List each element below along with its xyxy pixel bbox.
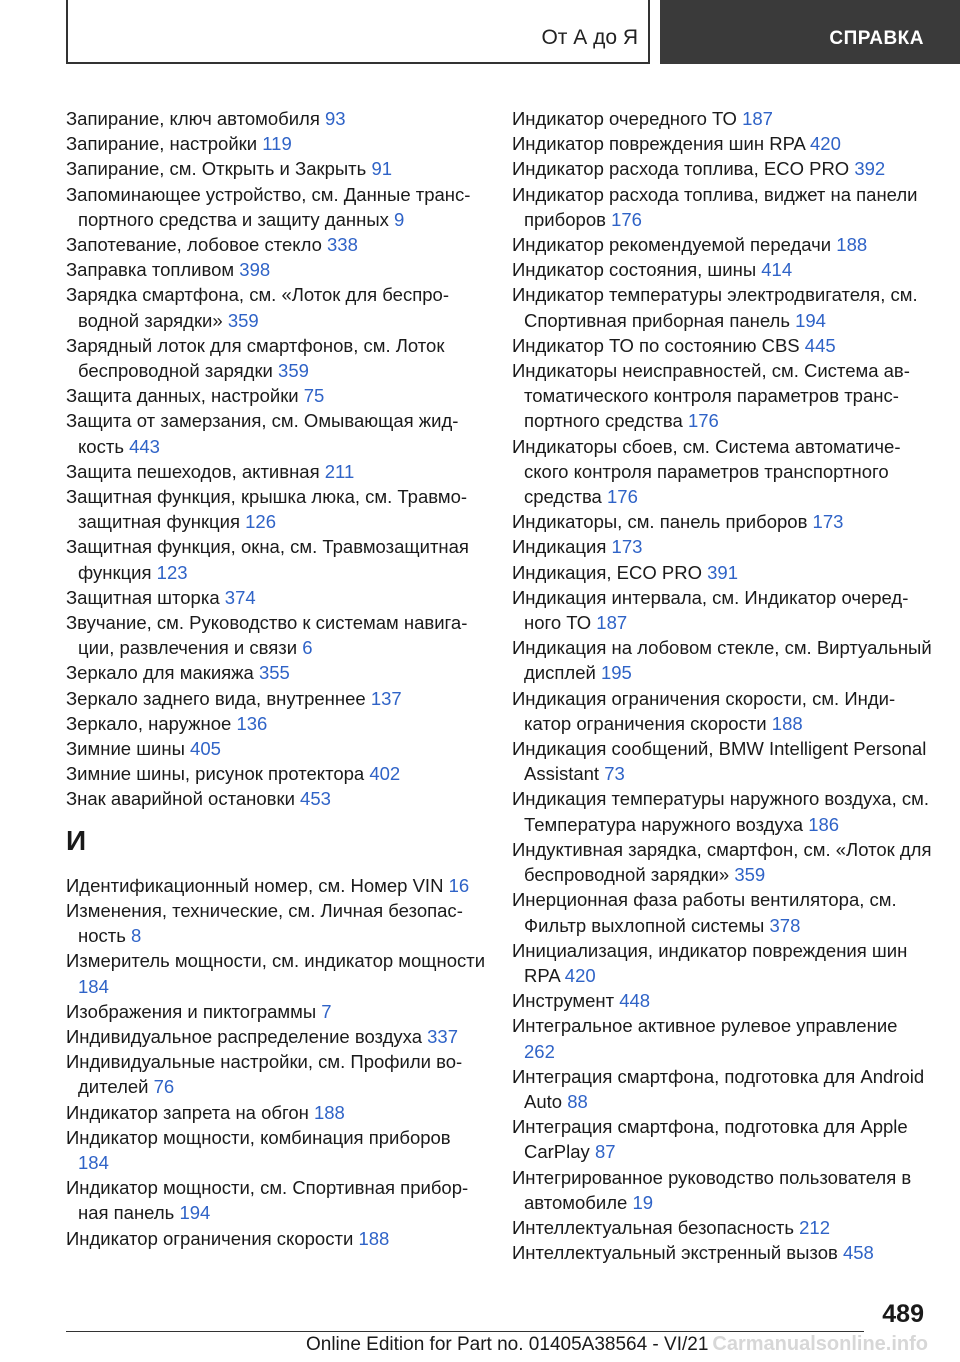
index-entry-text: Заправка топливом (66, 259, 235, 281)
index-entry (512, 786, 932, 836)
page-link[interactable]: 420 (564, 964, 596, 986)
page-link[interactable]: 211 (324, 460, 355, 482)
index-entry-text: Индикация (512, 536, 607, 558)
tab-a-to-z[interactable] (66, 0, 650, 64)
page-link[interactable]: 88 (567, 1090, 588, 1112)
page-link[interactable]: 186 (808, 813, 840, 835)
index-entry (512, 585, 932, 635)
index-entry (66, 660, 486, 685)
index-entry-text: Индикатор очередного ТО (512, 108, 737, 129)
index-entry (512, 131, 932, 156)
watermark-logo: Carmanualsonline.info (712, 1333, 928, 1355)
index-entry (512, 988, 932, 1013)
index-entry-text: Измеритель мощности, см. индикатор мощности (66, 950, 486, 972)
index-entry-text: Зеркало, наружное (66, 712, 232, 734)
index-entry (512, 736, 932, 786)
page-link[interactable]: 420 (810, 133, 841, 155)
index-entry (512, 560, 932, 585)
index-entry (512, 1165, 932, 1215)
index-entry-text: Индикация температуры наружного воздуха, см. Температура наружного воздуха (512, 788, 929, 835)
index-entry-text: Зарядка смартфона, см. «Лоток для беспроводной зарядки» (66, 284, 449, 331)
index-entry (66, 182, 486, 232)
index-entry-text: Инструмент (512, 990, 615, 1012)
index-entry (66, 333, 486, 383)
index-entry (512, 1114, 932, 1164)
page-link[interactable]: 19 (632, 1191, 654, 1213)
index-entry-text: Индикатор расхода топлива, виджет на панели приборов (512, 183, 918, 230)
page-link[interactable]: 184 (78, 975, 109, 997)
page-link[interactable]: 176 (607, 486, 638, 508)
index-entry-text: Защитная шторка (66, 586, 220, 608)
page-link[interactable]: 359 (734, 864, 766, 886)
page-link[interactable]: 187 (742, 108, 773, 129)
index-entry-text: Изменения, технические, см. Личная безопасность (66, 899, 463, 947)
index-entry-text: Индикаторы сбоев, см. Система автоматического контроля параметров транспортного средства (512, 435, 901, 508)
index-entry (66, 1226, 486, 1251)
page-link[interactable]: 6 (302, 637, 313, 659)
index-entry (512, 232, 932, 257)
index-entry (66, 585, 486, 610)
footer-divider (66, 1331, 864, 1332)
page-link[interactable]: 355 (258, 662, 290, 684)
index-entry-text: Зарядный лоток для смартфонов, см. Лоток беспроводной зарядки (66, 334, 445, 382)
page-link[interactable]: 136 (236, 712, 268, 734)
index-entry (66, 898, 486, 948)
index-entry (66, 999, 486, 1024)
index-entry (66, 873, 486, 898)
index-entry-text: Защита данных, настройки (66, 385, 299, 407)
page-link[interactable]: 337 (427, 1025, 459, 1047)
index-entry-text: Интеллектуальный экстренный вызов (512, 1242, 838, 1264)
index-entry (512, 1064, 932, 1114)
tab-a-to-z-label: От А до Я (541, 26, 638, 49)
page-link[interactable]: 405 (190, 738, 221, 760)
index-entry-text: Индикатор температуры электродвигателя, см. Спортивная приборная панель (512, 284, 918, 331)
index-entry-text: Индикатор ТО по состоянию CBS (512, 334, 800, 356)
page-link[interactable]: 126 (245, 511, 276, 533)
page-number: 489 (882, 1300, 924, 1328)
page-link[interactable]: 338 (327, 234, 358, 256)
index-entry (512, 635, 932, 685)
index-entry-text: Зеркало заднего вида, внутреннее (66, 687, 366, 709)
page-link[interactable]: 93 (325, 108, 346, 129)
index-entry (512, 257, 932, 282)
page-header (0, 0, 960, 66)
page-link[interactable]: 443 (129, 435, 160, 457)
page-link[interactable]: 194 (179, 1202, 211, 1224)
index-list-right (512, 106, 932, 1265)
index-entry-text: Интегрированное руководство пользователя в автомобиле (512, 1166, 912, 1213)
index-entry (66, 459, 486, 484)
index-entry (66, 610, 486, 660)
index-entry-text: Защита от замерзания, см. Омывающая жидкость (66, 410, 459, 457)
page-link[interactable]: 188 (836, 234, 868, 256)
index-entry (66, 1125, 486, 1175)
page-link[interactable]: 7 (321, 1000, 332, 1022)
page-link[interactable]: 176 (687, 410, 719, 432)
page-link[interactable]: 87 (594, 1141, 616, 1163)
index-entry-text: Запотевание, лобовое стекло (66, 234, 322, 256)
index-entry (512, 106, 932, 131)
index-entry-text: Индикация на лобовом стекле, см. Виртуальный дисплей (512, 637, 932, 684)
index-entry-text: Индикатор ограничения скорости (66, 1227, 354, 1249)
index-entry-text: Интеграция смартфона, подготовка для Apple CarPlay (512, 1116, 908, 1163)
index-entry-text: Инициализация, индикатор повреждения шин RPA (512, 939, 908, 986)
index-entry-text: Индикатор расхода топлива, ECO PRO (512, 158, 850, 180)
page-link[interactable]: 75 (303, 385, 325, 407)
index-entry (66, 131, 486, 156)
index-entry (512, 887, 932, 937)
index-entry-text: Запирание, настройки (66, 133, 258, 155)
page-link[interactable]: 9 (394, 208, 405, 230)
index-entry-text: Индивидуальные настройки, см. Профили водителей (66, 1051, 463, 1098)
page-link[interactable]: 16 (448, 874, 470, 896)
index-entry (66, 736, 486, 761)
page-link[interactable]: 374 (224, 586, 256, 608)
page-link[interactable]: 187 (596, 612, 628, 634)
index-entry-text: Индивидуальное распределение воздуха (66, 1025, 422, 1047)
index-entry (66, 948, 486, 998)
page-link[interactable]: 173 (812, 511, 844, 533)
page-link[interactable]: 188 (358, 1227, 390, 1249)
index-entry-text: Идентификационный номер, см. Номер VIN (66, 874, 444, 896)
index-entry (66, 711, 486, 736)
page-link[interactable]: 402 (369, 763, 401, 785)
index-entry-text: Индикаторы неисправностей, см. Система автоматического контроля параметров транспортного средства (512, 360, 910, 432)
index-list-before (66, 106, 486, 812)
index-column-left (66, 106, 486, 1251)
index-entry (66, 282, 486, 332)
page-link[interactable]: 414 (761, 259, 793, 281)
index-entry-text: Защитная функция, крышка люка, см. Травмозащитная функция (66, 486, 468, 533)
page-link[interactable]: 458 (842, 1242, 874, 1264)
index-entry-text: Зимние шины (66, 738, 185, 760)
page-link[interactable]: 359 (278, 360, 309, 382)
page-link[interactable]: 176 (611, 208, 642, 230)
index-entry (512, 938, 932, 988)
page-link[interactable]: 448 (619, 990, 651, 1012)
index-entry-text: Индуктивная зарядка, смартфон, см. «Лоток для беспроводной зарядки» (512, 838, 932, 886)
index-entry-text: Зимние шины, рисунок протектора (66, 763, 365, 785)
page-link[interactable]: 188 (313, 1101, 345, 1123)
index-entry-text: Индикация сообщений, BMW Intelligent Personal Assistant (512, 738, 927, 785)
page-footer (66, 1333, 928, 1356)
index-entry-text: Интегральное активное рулевое управление (512, 1015, 898, 1037)
section-letter-heading: И (66, 824, 87, 856)
index-entry (66, 1049, 486, 1099)
page-link[interactable]: 398 (239, 259, 271, 281)
page-link[interactable]: 137 (370, 687, 402, 709)
index-entry (512, 1215, 932, 1240)
index-entry-text: Индикатор запрета на обгон (66, 1101, 309, 1123)
index-entry-text: Индикатор мощности, см. Спортивная приборная панель (66, 1177, 469, 1224)
index-list-after (66, 873, 486, 1251)
page-link[interactable]: 76 (153, 1076, 175, 1098)
page-link[interactable]: 173 (611, 536, 643, 558)
index-entry-text: Индикация ограничения скорости, см. Индикатор ограничения скорости (512, 687, 896, 734)
page-link[interactable]: 391 (707, 561, 738, 583)
index-entry (512, 686, 932, 736)
index-entry (66, 1024, 486, 1049)
index-entry (512, 333, 932, 358)
index-entry (512, 1240, 932, 1265)
tab-help[interactable] (660, 0, 960, 64)
index-entry-text: Запирание, ключ автомобиля (66, 108, 320, 129)
page-link[interactable]: 188 (771, 712, 803, 734)
index-entry (66, 761, 486, 786)
index-entry (512, 509, 932, 534)
index-entry-text: Защита пешеходов, активная (66, 460, 320, 482)
page-link[interactable]: 194 (795, 309, 826, 331)
index-entry (66, 686, 486, 711)
index-entry-text: Запирание, см. Открыть и Закрыть (66, 158, 367, 180)
index-entry (66, 534, 486, 584)
index-entry (512, 837, 932, 887)
footer-edition: Online Edition for Part no. 01405A38564 - VI/21 (305, 1334, 709, 1355)
page-link[interactable]: 195 (600, 662, 632, 684)
index-entry (512, 534, 932, 559)
index-entry-text: Индикаторы, см. панель приборов (512, 511, 808, 533)
index-entry-text: Интеллектуальная безопасность (512, 1216, 794, 1238)
index-entry-text: Зеркало для макияжа (66, 662, 254, 684)
index-entry (512, 156, 932, 181)
index-entry-text: Запоминающее устройство, см. Данные транспортного средства и защиту данных (66, 183, 471, 230)
index-entry-text: Инерционная фаза работы вентилятора, см. Фильтр выхлопной системы (512, 889, 897, 936)
index-entry-text: Индикация, ECO PRO (512, 561, 702, 583)
index-entry-text: Индикатор состояния, шины (512, 259, 757, 281)
index-entry (66, 383, 486, 408)
index-entry (66, 156, 486, 181)
page-link[interactable]: 123 (156, 561, 188, 583)
index-entry (66, 1175, 486, 1225)
index-entry-text: Интеграция смартфона, подготовка для Android Auto (512, 1065, 925, 1112)
index-entry (66, 484, 486, 534)
index-entry (512, 1013, 932, 1063)
page-link[interactable]: 262 (524, 1040, 555, 1062)
index-entry (66, 1100, 486, 1125)
index-entry (66, 232, 486, 257)
index-entry-text: Звучание, см. Руководство к системам навигации, развлечения и связи (66, 612, 468, 659)
page-link[interactable]: 445 (804, 334, 836, 356)
tab-help-label: СПРАВКА (829, 28, 924, 49)
index-entry (66, 408, 486, 458)
page-link[interactable]: 91 (371, 158, 393, 180)
index-entry (66, 786, 486, 811)
index-entry-text: Индикатор мощности, комбинация приборов (66, 1126, 451, 1148)
page-link[interactable]: 359 (227, 309, 259, 331)
index-entry (66, 106, 486, 131)
index-entry-text: Индикация интервала, см. Индикатор очередного ТО (512, 586, 909, 634)
index-entry (512, 358, 932, 434)
page-link[interactable]: 378 (769, 914, 801, 936)
index-entry-text: Изображения и пиктограммы (66, 1000, 317, 1022)
index-entry-text: Индикатор повреждения шин RPA (512, 133, 805, 155)
index-entry-text: Защитная функция, окна, см. Травмозащитная функция (66, 536, 469, 583)
index-entry (66, 257, 486, 282)
index-entry (512, 434, 932, 510)
index-entry (512, 282, 932, 332)
index-entry-text: Знак аварийной остановки (66, 788, 295, 810)
page-link[interactable]: 392 (854, 158, 886, 180)
page-link[interactable]: 184 (78, 1151, 109, 1173)
page-link[interactable]: 453 (300, 788, 331, 810)
page-link[interactable]: 212 (799, 1216, 831, 1238)
index-entry-text: Индикатор рекомендуемой передачи (512, 234, 832, 256)
page-link[interactable]: 73 (604, 763, 625, 785)
page-link[interactable]: 8 (131, 925, 142, 947)
index-entry (512, 182, 932, 232)
index-column-right (512, 106, 932, 1265)
page-link[interactable]: 119 (262, 133, 292, 155)
